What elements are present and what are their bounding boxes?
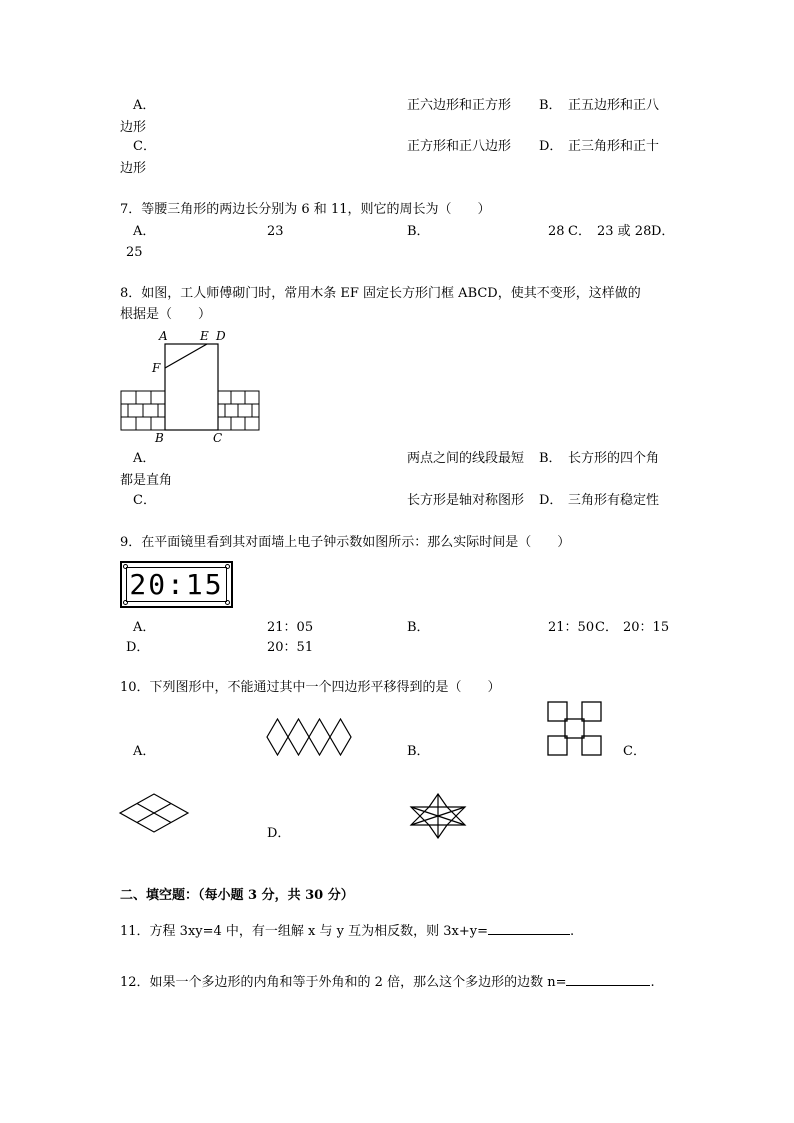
q9-option-c-value: 20：15: [623, 620, 670, 635]
q6-option-b-text-wrap: 边形: [120, 120, 147, 135]
q6-option-b-text: 正五边形和正八: [568, 98, 660, 113]
label-e: E: [200, 329, 209, 343]
q6-option-c-label: C．: [133, 139, 156, 154]
q8-option-c-text: 长方形是轴对称图形: [407, 493, 525, 508]
clock-screw-bl: [123, 600, 128, 605]
q6-option-b-label: B．: [539, 98, 562, 113]
q8-stem-line2: 根据是（ ）: [120, 307, 212, 322]
q8-stem-line1: 8．如图，工人师傅砌门时，常用木条 EF 固定长方形门框 ABCD，使其不变形，这样做的: [120, 286, 641, 301]
clock-screw-tr: [225, 564, 230, 569]
clock-screw-tl: [123, 564, 128, 569]
q6-option-a-text: 正六边形和正方形: [407, 98, 512, 113]
q12-question: [120, 973, 655, 991]
clock-digits: 20:15: [129, 567, 224, 601]
label-c: C: [213, 431, 223, 445]
q9-option-d-label: D．: [126, 640, 150, 655]
q9-option-a-label: A．: [133, 620, 156, 635]
q8-option-d-text: 三角形有稳定性: [568, 493, 660, 508]
q6-option-c-text: 正方形和正八边形: [407, 139, 512, 154]
q9-option-b-label: B．: [407, 620, 430, 635]
q6-option-d-text: 正三角形和正十: [568, 139, 660, 154]
q7-option-c-label: C．: [568, 224, 591, 239]
q6-option-d-label: D．: [539, 139, 563, 154]
q12-end: .: [650, 975, 655, 990]
q7-option-d-value: 25: [126, 245, 143, 260]
q7-option-b-label: B．: [407, 224, 430, 239]
q8-option-b-text-wrap: 都是直角: [120, 473, 173, 488]
q10-option-b-label: B．: [407, 744, 430, 759]
q7-option-a-value: 23: [267, 224, 284, 239]
q12-text: 12．如果一个多边形的内角和等于外角和的 2 倍，那么这个多边形的边数 n=: [120, 975, 567, 990]
q10-figure-c-rhombus-grid: [118, 792, 190, 834]
left-brick-wall: [121, 391, 165, 430]
q7-option-d-label: D．: [651, 224, 675, 239]
q8-option-b-text: 长方形的四个角: [568, 451, 660, 466]
label-f: F: [152, 361, 161, 375]
q11-answer-blank[interactable]: [488, 922, 570, 935]
q8-option-c-label: C．: [133, 493, 156, 508]
q10-option-d-label: D．: [267, 826, 291, 841]
door-frame-abcd: [165, 344, 218, 430]
q7-option-a-label: A．: [133, 224, 156, 239]
label-b: B: [155, 431, 164, 445]
q6-option-d-text-wrap: 边形: [120, 161, 147, 176]
q12-answer-blank[interactable]: [566, 973, 650, 986]
q10-figure-b-square-grid: [546, 700, 603, 757]
q9-stem: 9．在平面镜里看到其对面墙上电子钟示数如图所示：那么实际时间是（ ）: [120, 535, 571, 550]
label-d: D: [216, 329, 226, 343]
q10-option-c-label: C．: [623, 744, 646, 759]
q6-option-a-label: A．: [133, 98, 156, 113]
q7-option-c-value: 23 或 28: [597, 224, 652, 239]
right-brick-wall: [218, 391, 259, 430]
label-a: A: [159, 329, 168, 343]
clock-screw-br: [225, 600, 230, 605]
q9-option-b-value: 21：50: [548, 620, 595, 635]
q9-option-a-value: 21：05: [267, 620, 314, 635]
q8-option-b-label: B．: [539, 451, 562, 466]
q10-stem: 10．下列图形中，不能通过其中一个四边形平移得到的是（ ）: [120, 680, 501, 695]
q9-option-c-label: C．: [595, 620, 618, 635]
q10-figure-a-rhombus-row: [266, 718, 354, 756]
section-2-title: 二、填空题：（每小题 3 分，共 30 分）: [120, 888, 354, 903]
q10-figure-d-hexagram: [405, 793, 471, 839]
q10-option-a-label: A．: [133, 744, 156, 759]
q8-option-d-label: D．: [539, 493, 563, 508]
q11-end: .: [570, 924, 575, 939]
q8-door-frame-figure: [118, 326, 264, 448]
q8-option-a-text: 两点之间的线段最短: [407, 451, 525, 466]
q8-option-a-label: A．: [133, 451, 156, 466]
q7-option-b-value: 28: [548, 224, 565, 239]
q11-question: [120, 922, 574, 940]
q7-stem: 7．等腰三角形的两边长分别为 6 和 11，则它的周长为（ ）: [120, 202, 491, 217]
q9-option-d-value: 20：51: [267, 640, 314, 655]
digital-clock-figure: [120, 561, 233, 608]
q11-text: 11．方程 3xy=4 中，有一组解 x 与 y 互为相反数，则 3x+y=: [120, 924, 488, 939]
